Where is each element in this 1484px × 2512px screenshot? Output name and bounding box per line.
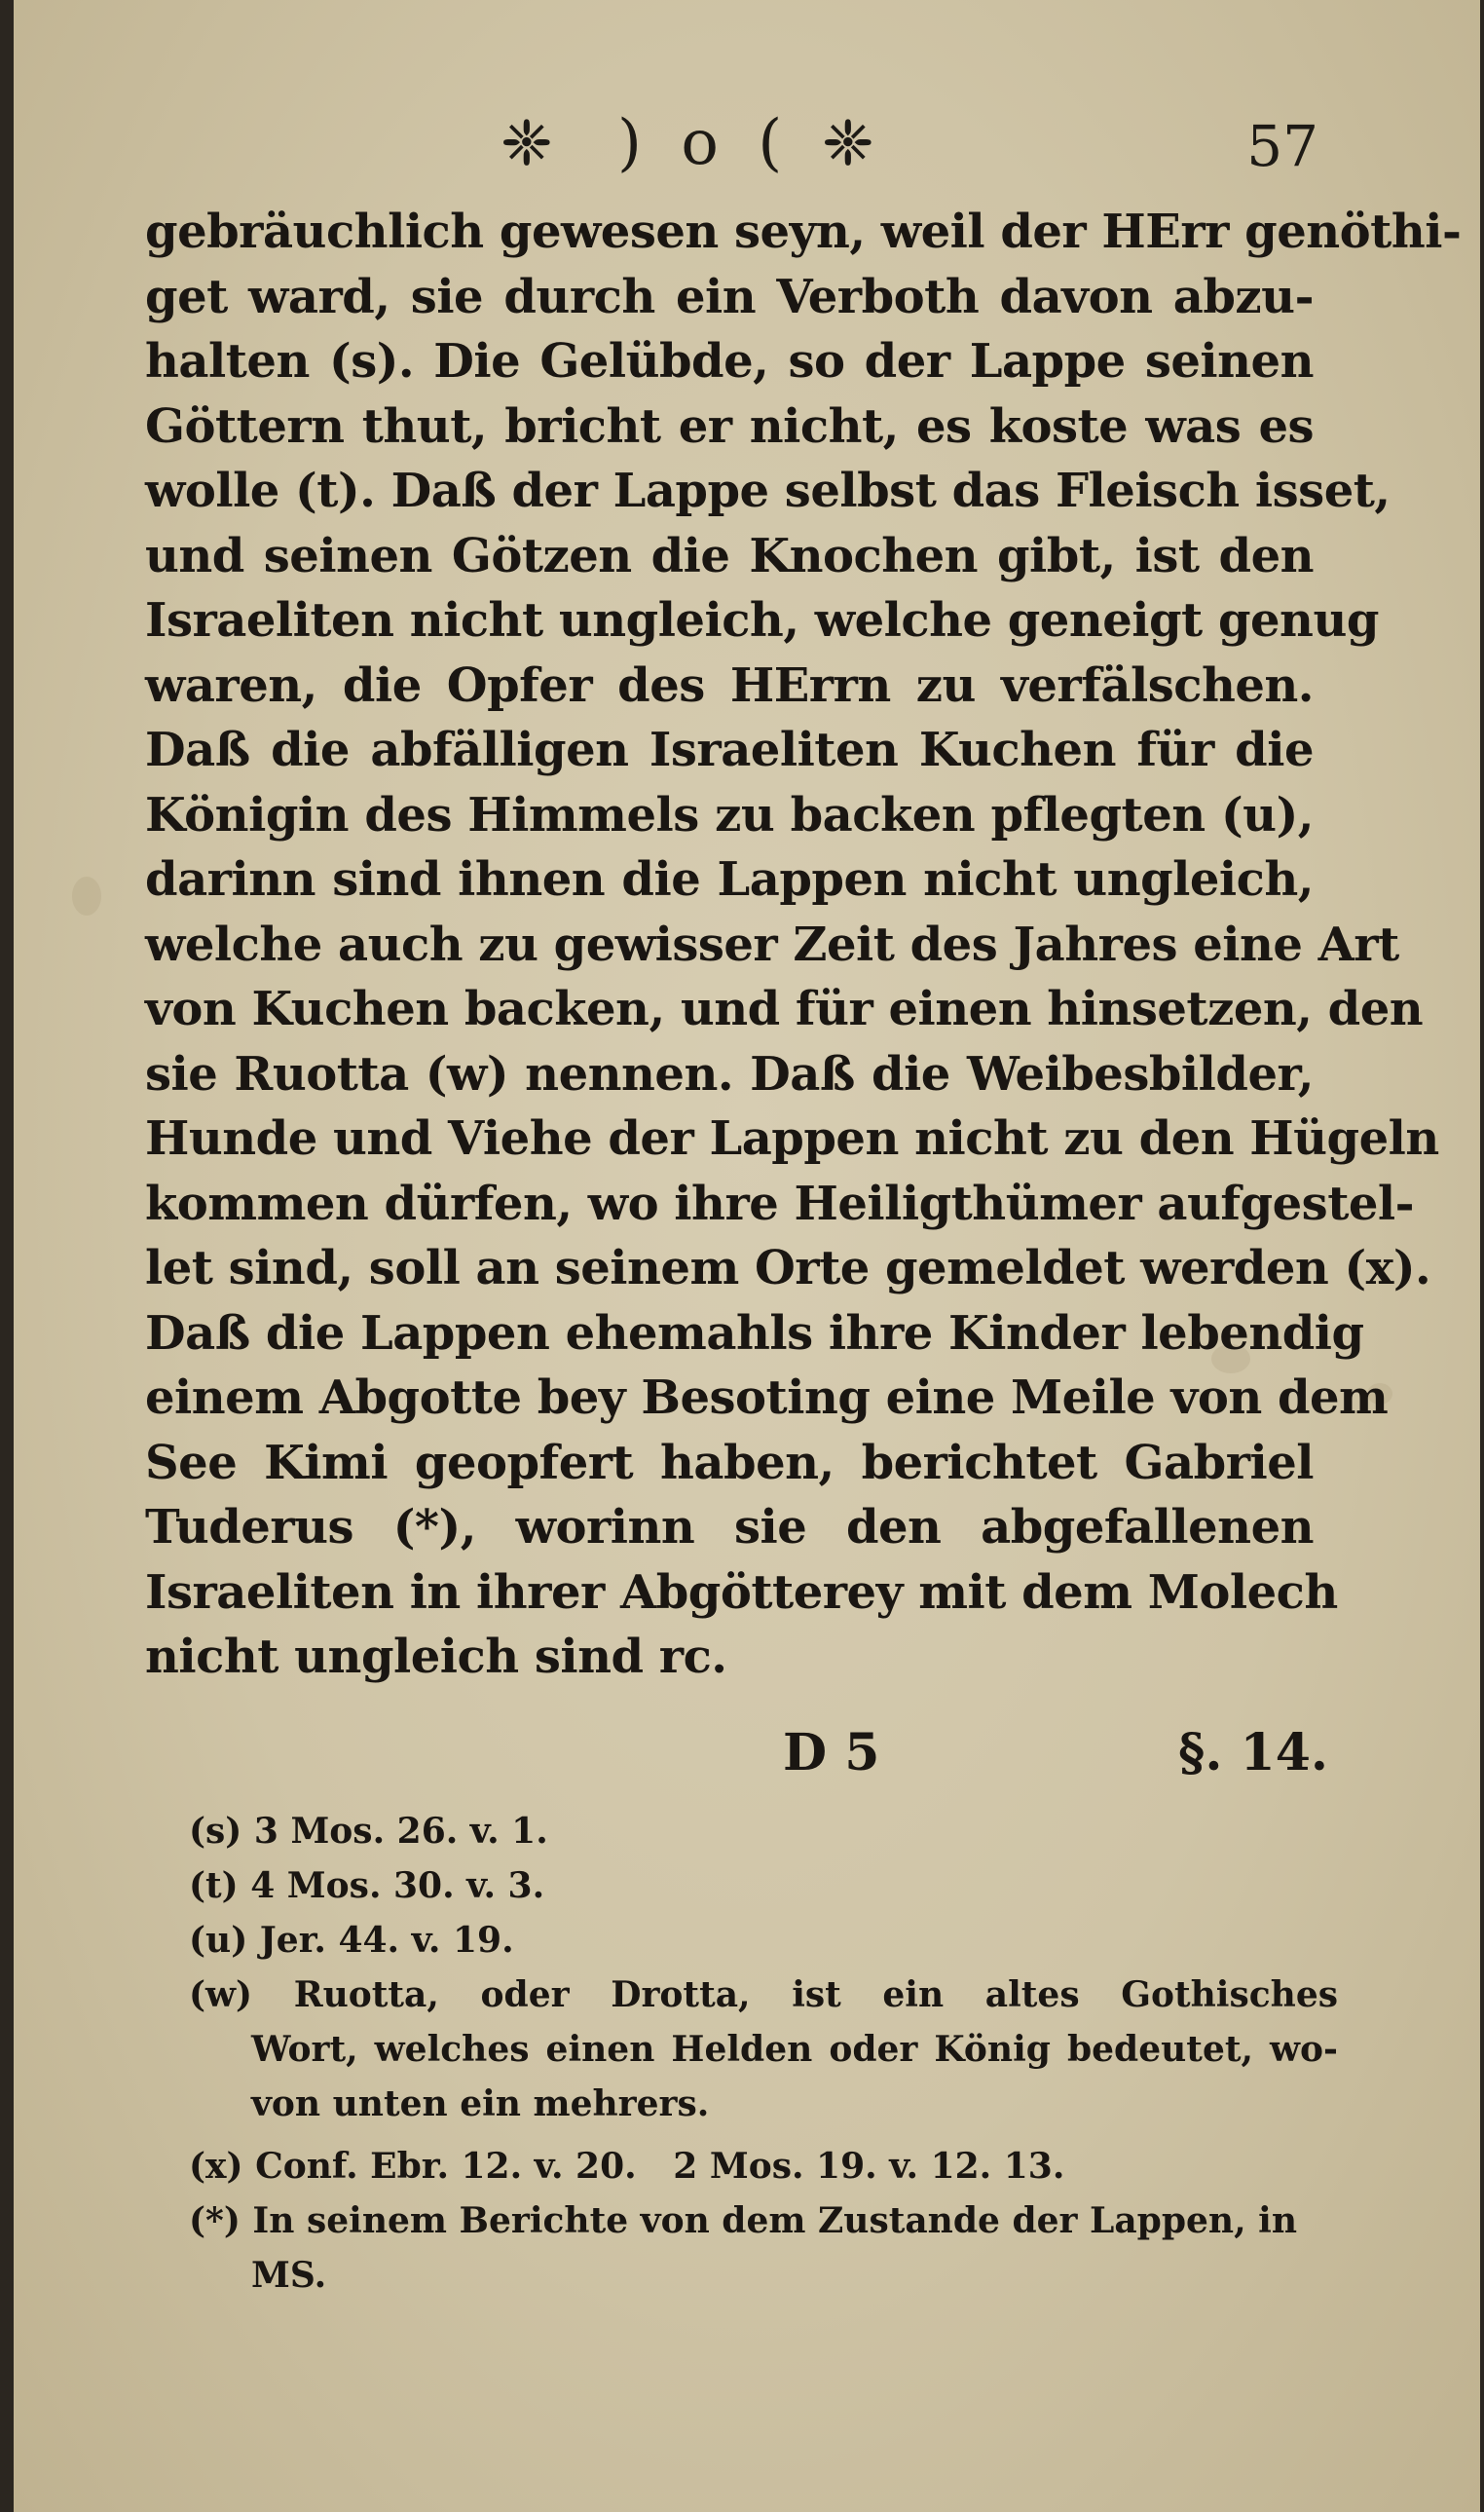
text-line: waren, die Opfer des HErrn zu verfälschen. bbox=[145, 657, 1314, 713]
text-line: Tuderus (*), worinn sie den abgefallenen bbox=[145, 1500, 1314, 1555]
book-page bbox=[14, 0, 1480, 2512]
text-line: kommen dürfen, wo ihre Heiligthümer aufgestel- bbox=[145, 1176, 1415, 1231]
text-line: sie Ruotta (w) nennen. Daß die Weibesbilder, bbox=[145, 1046, 1314, 1102]
footnote: (w) Ruotta, oder Drotta, ist ein altes Gothisches bbox=[189, 1974, 1338, 2015]
text-line: halten (s). Die Gelübde, so der Lappe seinen bbox=[145, 334, 1314, 389]
text-line: einem Abgotte bey Besoting eine Meile von dem bbox=[145, 1370, 1389, 1425]
text-line: von Kuchen backen, und für einen hinsetzen, den bbox=[145, 982, 1424, 1036]
footnote: (x) Conf. Ebr. 12. v. 20. 2 Mos. 19. v. 12. 13. bbox=[189, 2146, 1065, 2187]
main-text bbox=[145, 200, 1462, 1690]
text-line: Israeliten nicht ungleich, welche geneigt genug bbox=[145, 593, 1379, 648]
text-line: darinn sind ihnen die Lappen nicht ungleich, bbox=[145, 852, 1314, 907]
text-line: get ward, sie durch ein Verboth davon abzu- bbox=[145, 269, 1314, 324]
text-line: nicht ungleich sind rc. bbox=[145, 1630, 727, 1684]
ornament-right-icon: ❈ bbox=[822, 108, 874, 180]
footnote: (*) In seinem Berichte von dem Zustande der Lappen, in bbox=[189, 2200, 1298, 2241]
text-line: let sind, soll an seinem Orte gemeldet werden (x). bbox=[145, 1241, 1431, 1295]
text-line: Daß die Lappen ehemahls ihre Kinder lebendig bbox=[145, 1305, 1364, 1361]
page-number: 57 bbox=[1246, 113, 1318, 179]
footnote-continuation: von unten ein mehrers. bbox=[251, 2083, 710, 2124]
footnote: (s) 3 Mos. 26. v. 1. bbox=[189, 1811, 548, 1852]
footnote-continuation: Wort, welches einen Helden oder König bedeutet, wo- bbox=[251, 2029, 1338, 2070]
paper-stain bbox=[72, 877, 101, 916]
footnote-continuation: MS. bbox=[251, 2255, 327, 2296]
ornament-left-icon: ❈ bbox=[501, 108, 553, 180]
footnote: (u) Jer. 44. v. 19. bbox=[189, 1920, 514, 1961]
header-ornament-text: ) o ( bbox=[617, 107, 793, 179]
running-header bbox=[471, 102, 1328, 190]
text-line: und seinen Götzen die Knochen gibt, ist den bbox=[145, 528, 1314, 583]
text-line: Israeliten in ihrer Abgötterey mit dem Molech bbox=[145, 1564, 1338, 1620]
text-line: gebräuchlich gewesen seyn, weil der HErr genöthi- bbox=[145, 205, 1462, 259]
footnote: (t) 4 Mos. 30. v. 3. bbox=[189, 1865, 545, 1906]
footnotes bbox=[189, 1804, 1338, 2303]
catchword: §. 14. bbox=[1178, 1723, 1328, 1782]
text-line: See Kimi geopfert haben, berichtet Gabriel bbox=[145, 1435, 1314, 1490]
text-line: Göttern thut, bricht er nicht, es koste was es bbox=[145, 398, 1314, 454]
text-line: Hunde und Viehe der Lappen nicht zu den Hügeln bbox=[145, 1111, 1439, 1166]
text-line: wolle (t). Daß der Lappe selbst das Fleisch isset, bbox=[145, 464, 1391, 518]
signature-mark: D 5 bbox=[783, 1723, 880, 1782]
text-line: Daß die abfälligen Israeliten Kuchen für die bbox=[145, 723, 1314, 777]
text-line: Königin des Himmels zu backen pflegten (u), bbox=[145, 787, 1314, 843]
signature-row bbox=[783, 1719, 1328, 1787]
text-line: welche auch zu gewisser Zeit des Jahres eine Art bbox=[145, 917, 1399, 972]
